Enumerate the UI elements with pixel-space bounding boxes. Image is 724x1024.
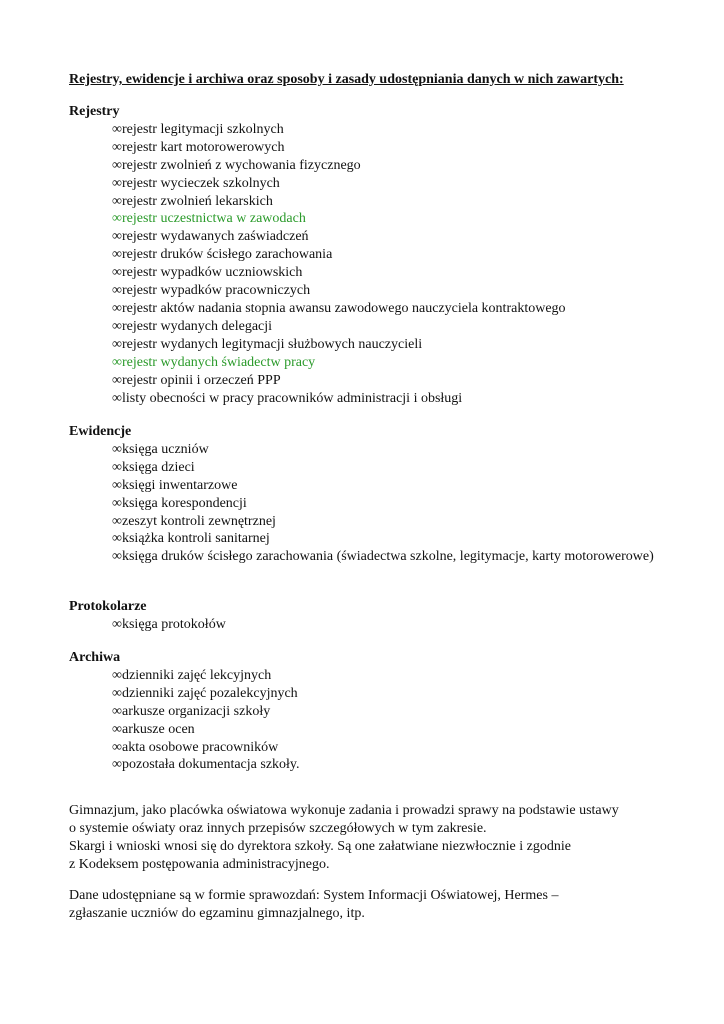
list-item <box>112 372 659 390</box>
infinity-bullet-icon: ∞ <box>112 283 122 299</box>
infinity-bullet-icon: ∞ <box>112 459 122 475</box>
list-item <box>112 703 659 721</box>
list-item-text: rejestr wypadków pracowniczych <box>121 283 311 299</box>
list-item <box>112 477 659 495</box>
section-list <box>69 616 659 634</box>
section-list <box>69 667 659 774</box>
infinity-bullet-icon: ∞ <box>112 247 122 263</box>
paragraph-line: Dane udostępniane są w formie sprawozdań: System Informacji Oświatowej, Hermes – <box>69 888 559 903</box>
list-item-text: rejestr opinii i orzeczeń PPP <box>121 372 281 388</box>
infinity-bullet-icon: ∞ <box>112 372 122 388</box>
infinity-bullet-icon: ∞ <box>112 549 122 565</box>
section-rejestry <box>69 103 659 407</box>
infinity-bullet-icon: ∞ <box>112 531 122 547</box>
paragraph-data-sharing <box>69 887 669 923</box>
list-item-text: rejestr wydanych świadectw pracy <box>121 354 316 370</box>
infinity-bullet-icon: ∞ <box>112 513 122 529</box>
paragraph-line: z Kodeksem postępowania administracyjnego. <box>69 856 330 872</box>
section-ewidencje <box>69 423 659 566</box>
infinity-bullet-icon: ∞ <box>112 300 122 316</box>
list-item <box>112 495 659 513</box>
list-item-text: rejestr wycieczek szkolnych <box>121 175 280 191</box>
infinity-bullet-icon: ∞ <box>112 175 122 191</box>
infinity-bullet-icon: ∞ <box>112 211 122 227</box>
list-item <box>112 210 659 228</box>
list-item-text: rejestr wypadków uczniowskich <box>121 265 303 281</box>
paragraph-line: Skargi i wnioski wnosi się do dyrektora szkoły. Są one załatwiane niezwłocznie i zgodnie <box>69 838 571 854</box>
list-item <box>112 459 659 477</box>
list-item <box>112 157 659 175</box>
list-item <box>112 246 659 264</box>
list-item-text: dzienniki zajęć lekcyjnych <box>121 667 272 683</box>
list-item-text: rejestr wydanych delegacji <box>121 318 273 334</box>
infinity-bullet-icon: ∞ <box>112 390 122 406</box>
infinity-bullet-icon: ∞ <box>112 477 122 493</box>
list-item-text: rejestr aktów nadania stopnia awansu zawodowego nauczyciela kontraktowego <box>121 300 566 316</box>
list-item <box>112 336 659 354</box>
list-item-text: pozostała dokumentacja szkoły. <box>121 757 300 773</box>
list-item-text: księga dzieci <box>121 459 195 475</box>
list-item <box>112 667 659 685</box>
list-item-text: rejestr legitymacji szkolnych <box>121 121 284 137</box>
list-item-text: rejestr wydawanych zaświadczeń <box>121 229 309 245</box>
infinity-bullet-icon: ∞ <box>112 721 122 737</box>
list-item-text: rejestr kart motorowerowych <box>121 139 285 155</box>
infinity-bullet-icon: ∞ <box>112 157 122 173</box>
list-item <box>112 282 659 300</box>
paragraph-line: zgłaszanie uczniów do egzaminu gimnazjalnego, itp. <box>69 905 365 921</box>
list-item <box>112 318 659 336</box>
list-item <box>112 193 659 211</box>
infinity-bullet-icon: ∞ <box>112 739 122 755</box>
list-item-text: rejestr zwolnień lekarskich <box>121 193 273 209</box>
list-item-text: arkusze ocen <box>121 721 195 737</box>
list-item <box>112 616 659 634</box>
list-item <box>112 228 659 246</box>
infinity-bullet-icon: ∞ <box>112 265 122 281</box>
list-item-text: listy obecności w pracy pracowników administracji i obsługi <box>121 390 463 406</box>
infinity-bullet-icon: ∞ <box>112 616 122 632</box>
paragraph-line: o systemie oświaty oraz innych przepisów szczegółowych w tym zakresie. <box>69 820 487 836</box>
list-item <box>112 721 659 739</box>
infinity-bullet-icon: ∞ <box>112 441 122 457</box>
list-item-text: księgi inwentarzowe <box>121 477 238 493</box>
list-item-text: dzienniki zajęć pozalekcyjnych <box>121 685 298 701</box>
list-item <box>112 513 659 531</box>
list-item <box>112 441 659 459</box>
list-item <box>112 739 659 757</box>
list-item-text: księga druków ścisłego zarachowania (świadectwa szkolne, legitymacje, karty motorowerowe) <box>121 549 654 565</box>
infinity-bullet-icon: ∞ <box>112 193 122 209</box>
list-item <box>112 264 659 282</box>
infinity-bullet-icon: ∞ <box>112 121 122 137</box>
document-title: Rejestry, ewidencje i archiwa oraz sposoby i zasady udostępniania danych w nich zawartych: <box>69 72 624 87</box>
infinity-bullet-icon: ∞ <box>112 139 122 155</box>
section-heading: Protokolarze <box>69 599 147 614</box>
paragraph-legal-basis <box>69 802 669 874</box>
list-item <box>112 530 659 548</box>
list-item <box>112 548 659 566</box>
list-item <box>112 685 659 703</box>
list-item-text: księga protokołów <box>121 616 226 632</box>
list-item-text: rejestr druków ścisłego zarachowania <box>121 247 333 263</box>
list-item <box>112 300 659 318</box>
infinity-bullet-icon: ∞ <box>112 757 122 773</box>
section-list <box>69 121 659 408</box>
section-heading: Ewidencje <box>69 424 132 439</box>
section-heading: Archiwa <box>69 650 121 665</box>
section-list <box>69 441 659 566</box>
infinity-bullet-icon: ∞ <box>112 667 122 683</box>
section-heading: Rejestry <box>69 104 120 119</box>
infinity-bullet-icon: ∞ <box>112 685 122 701</box>
list-item-text: księga korespondencji <box>121 495 247 511</box>
infinity-bullet-icon: ∞ <box>112 703 122 719</box>
list-item <box>112 175 659 193</box>
paragraph-line: Gimnazjum, jako placówka oświatowa wykonuje zadania i prowadzi sprawy na podstawie ustawy <box>69 803 619 818</box>
list-item-text: rejestr zwolnień z wychowania fizycznego <box>121 157 361 173</box>
list-item <box>112 354 659 372</box>
list-item-text: rejestr wydanych legitymacji służbowych nauczycieli <box>121 336 423 352</box>
list-item <box>112 121 659 139</box>
list-item-text: księga uczniów <box>121 441 209 457</box>
list-item-text: książka kontroli sanitarnej <box>121 531 270 547</box>
infinity-bullet-icon: ∞ <box>112 229 122 245</box>
section-archiwa <box>69 649 659 774</box>
list-item <box>112 390 659 408</box>
infinity-bullet-icon: ∞ <box>112 318 122 334</box>
list-item-text: arkusze organizacji szkoły <box>121 703 271 719</box>
list-item-text: akta osobowe pracowników <box>121 739 279 755</box>
list-item-text: rejestr uczestnictwa w zawodach <box>121 211 306 227</box>
infinity-bullet-icon: ∞ <box>112 495 122 511</box>
infinity-bullet-icon: ∞ <box>112 336 122 352</box>
list-item <box>112 756 659 774</box>
list-item <box>112 139 659 157</box>
infinity-bullet-icon: ∞ <box>112 354 122 370</box>
section-protokolarze <box>69 598 659 634</box>
list-item-text: zeszyt kontroli zewnętrznej <box>121 513 276 529</box>
